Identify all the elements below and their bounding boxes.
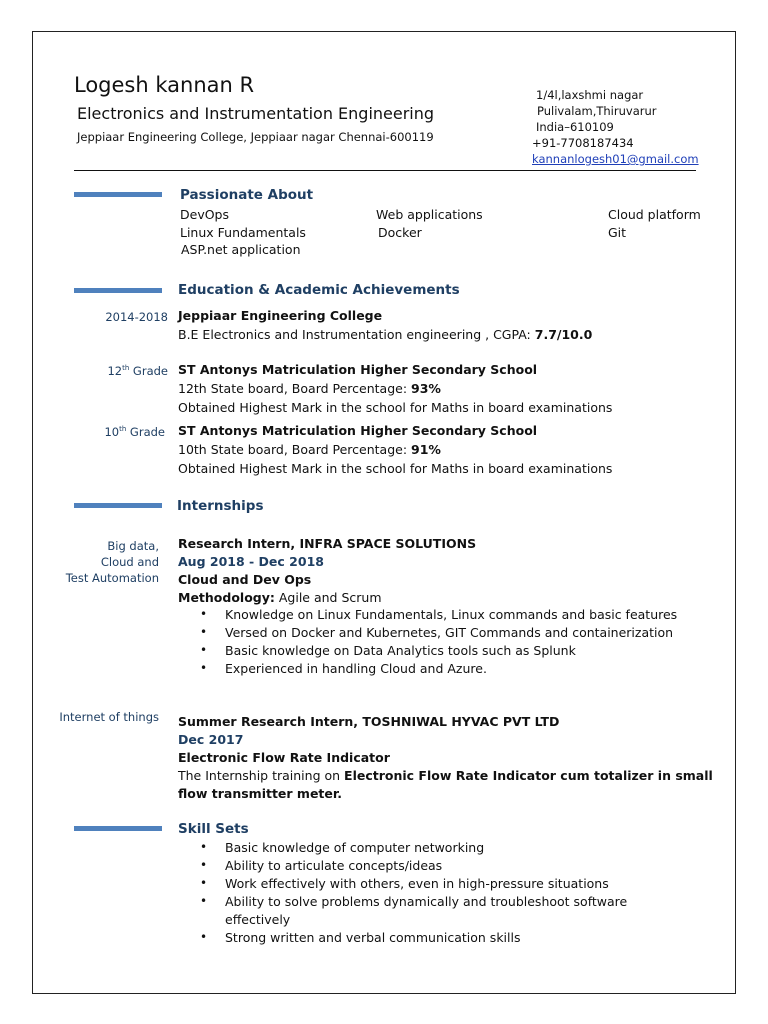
school-name: ST Antonys Matriculation Higher Secondary School xyxy=(178,362,538,377)
school-name: Jeppiaar Engineering College xyxy=(178,308,383,323)
bullet-icon: • xyxy=(200,876,208,890)
bullet-icon: • xyxy=(200,930,208,944)
bullet-icon: • xyxy=(200,840,208,854)
bullet-icon: • xyxy=(200,661,208,675)
list-item: Strong written and verbal communication skills xyxy=(225,930,521,945)
list-item: Ability to solve problems dynamically and troubleshoot software xyxy=(225,894,628,909)
email-link[interactable]: kannanlogesh01@gmail.com xyxy=(532,152,699,166)
list-item: Experienced in handling Cloud and Azure. xyxy=(225,661,487,676)
list-item-cont: effectively xyxy=(225,912,291,927)
section-bar xyxy=(74,826,162,831)
phone-number: +91-7708187434 xyxy=(532,136,634,150)
internship-topic: Electronic Flow Rate Indicator xyxy=(178,750,390,765)
list-item: Versed on Docker and Kubernetes, GIT Commands and containerization xyxy=(225,625,674,640)
college-line: Jeppiaar Engineering College, Jeppiaar nagar Chennai-600119 xyxy=(77,130,434,144)
bullet-icon: • xyxy=(200,858,208,872)
education-grade: 12th Grade xyxy=(107,364,168,378)
header-divider xyxy=(74,170,696,171)
internship-description-cont: flow transmitter meter. xyxy=(178,786,343,801)
achievement-line: Obtained Highest Mark in the school for Maths in board examinations xyxy=(178,400,613,415)
education-year: 2014-2018 xyxy=(105,310,168,324)
address-line-3: India–610109 xyxy=(536,120,614,134)
internship-area: Big data, xyxy=(107,539,159,553)
candidate-name: Logesh kannan R xyxy=(74,73,255,97)
internship-role: Summer Research Intern, TOSHNIWAL HYVAC PVT LTD xyxy=(178,714,560,729)
education-grade: 10th Grade xyxy=(104,425,165,439)
list-item: Basic knowledge of computer networking xyxy=(225,840,485,855)
list-item: Basic knowledge on Data Analytics tools such as Splunk xyxy=(225,643,576,658)
achievement-line: Obtained Highest Mark in the school for Maths in board examinations xyxy=(178,461,613,476)
interest-item: Web applications xyxy=(376,207,483,222)
section-title-skills: Skill Sets xyxy=(178,821,249,837)
internship-area: Internet of things xyxy=(59,710,159,724)
internship-topic: Cloud and Dev Ops xyxy=(178,572,312,587)
address-line-2: Pulivalam,Thiruvarur xyxy=(537,104,657,118)
list-item: Knowledge on Linux Fundamentals, Linux commands and basic features xyxy=(225,607,678,622)
interest-item: DevOps xyxy=(180,207,229,222)
interest-item: Docker xyxy=(378,225,422,240)
board-line: 12th State board, Board Percentage: 93% xyxy=(178,381,441,396)
section-title-education: Education & Academic Achievements xyxy=(178,282,460,298)
internship-dates: Aug 2018 - Dec 2018 xyxy=(178,554,324,569)
internship-description: The Internship training on Electronic Flow Rate Indicator cum totalizer in small xyxy=(178,768,713,783)
bullet-icon: • xyxy=(200,643,208,657)
school-name: ST Antonys Matriculation Higher Secondary School xyxy=(178,423,538,438)
section-title-internships: Internships xyxy=(177,498,264,514)
methodology-line: Methodology: Agile and Scrum xyxy=(178,590,382,605)
section-title-passionate: Passionate About xyxy=(180,187,314,203)
interest-item: Cloud platform xyxy=(608,207,701,222)
bullet-icon: • xyxy=(200,894,208,908)
degree-line: B.E Electronics and Instrumentation engineering , CGPA: 7.7/10.0 xyxy=(178,327,593,342)
address-line-1: 1/4l,laxshmi nagar xyxy=(536,88,644,102)
list-item: Work effectively with others, even in high-pressure situations xyxy=(225,876,609,891)
list-item: Ability to articulate concepts/ideas xyxy=(225,858,443,873)
interest-item: Linux Fundamentals xyxy=(180,225,306,240)
department: Electronics and Instrumentation Engineering xyxy=(77,104,435,123)
section-bar xyxy=(74,192,162,197)
internship-dates: Dec 2017 xyxy=(178,732,244,747)
board-line: 10th State board, Board Percentage: 91% xyxy=(178,442,441,457)
section-bar xyxy=(74,288,162,293)
section-bar xyxy=(74,503,162,508)
bullet-icon: • xyxy=(200,607,208,621)
bullet-icon: • xyxy=(200,625,208,639)
internship-area: Cloud and xyxy=(100,555,159,569)
internship-role: Research Intern, INFRA SPACE SOLUTIONS xyxy=(178,536,477,551)
interest-item: ASP.net application xyxy=(181,242,301,257)
internship-area: Test Automation xyxy=(65,571,159,585)
interest-item: Git xyxy=(608,225,627,240)
